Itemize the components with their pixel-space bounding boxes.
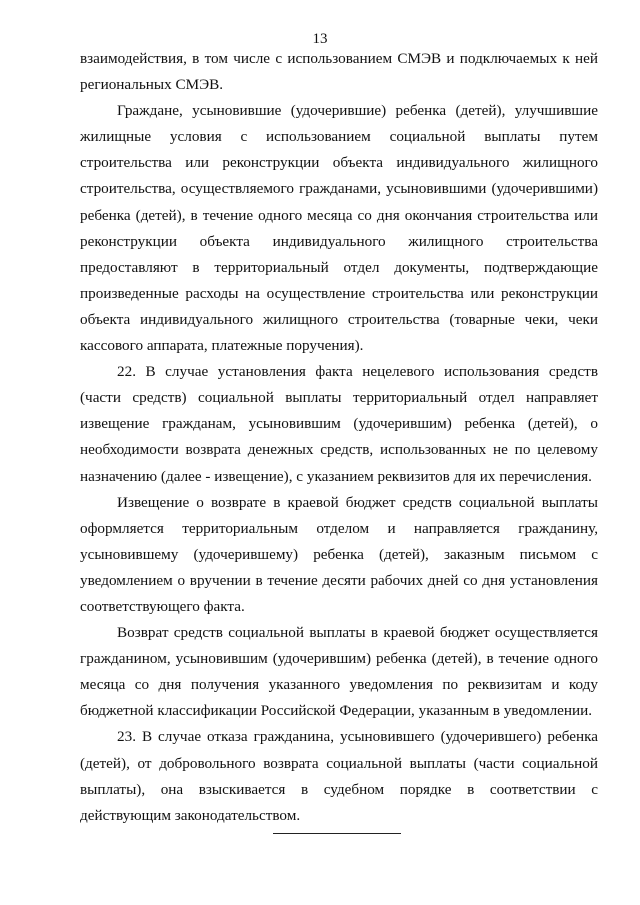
paragraph-22-misuse-notice: 22. В случае установления факта нецелевого использования средств (части средств) социальной выплаты территориальный отдел направляет извещение гражданам, усыновившим (удочерившим) ребенка (детей), о необходимости возврата денежных средств, использованных не по целевому назначению (далее - извещение), с указанием реквизитов для их перечисления.	[80, 363, 598, 485]
paragraph-notice-formation: Извещение о возврате в краевой бюджет средств социальной выплаты оформляется территориальным отделом и направляется гражданину, усыновившему (удочерившему) ребенка (детей), заказным письмом с уведомлением о вручении в течение десяти рабочих дней со дня установления соответствующего факта.	[80, 493, 598, 615]
paragraph-construction-expenses: Граждане, усыновившие (удочерившие) ребенка (детей), улучшившие жилищные условия с использованием социальной выплаты путем строительства или реконструкции объекта индивидуального жилищного строительства, осуществляемого гражданами, усыновившими (удочерившими) ребенка (детей), в течение одного месяца со дня окончания строительства или реконструкции объекта индивидуального жилищного строительства предоставляют в территориальный отдел документы, подтверждающие произведенные расходы на осуществление строительства или реконструкции объекта индивидуального жилищного строительства (товарные чеки, чеки кассового аппарата, платежные поручения).	[80, 102, 598, 355]
paragraph-refund-procedure: Возврат средств социальной выплаты в краевой бюджет осуществляется гражданином, усыновившим (удочерившим) ребенка (детей), в течение одного месяца со дня получения указанного уведомления по реквизитам и коду бюджетной классификации Российской Федерации, указанным в уведомлении.	[80, 624, 598, 720]
page-number: 13	[312, 31, 328, 47]
end-of-text-rule	[273, 833, 401, 834]
paragraph-23-court-recovery: 23. В случае отказа гражданина, усыновившего (удочерившего) ребенка (детей), от добровольного возврата социальной выплаты (части социальной выплаты), она взыскивается в судебном порядке в соответствии с действующим законодательством.	[80, 728, 598, 824]
paragraph-continuation: взаимодействия, в том числе с использованием СМЭВ и подключаемых к ней региональных СМЭВ.	[80, 50, 598, 94]
document-body	[80, 46, 598, 829]
